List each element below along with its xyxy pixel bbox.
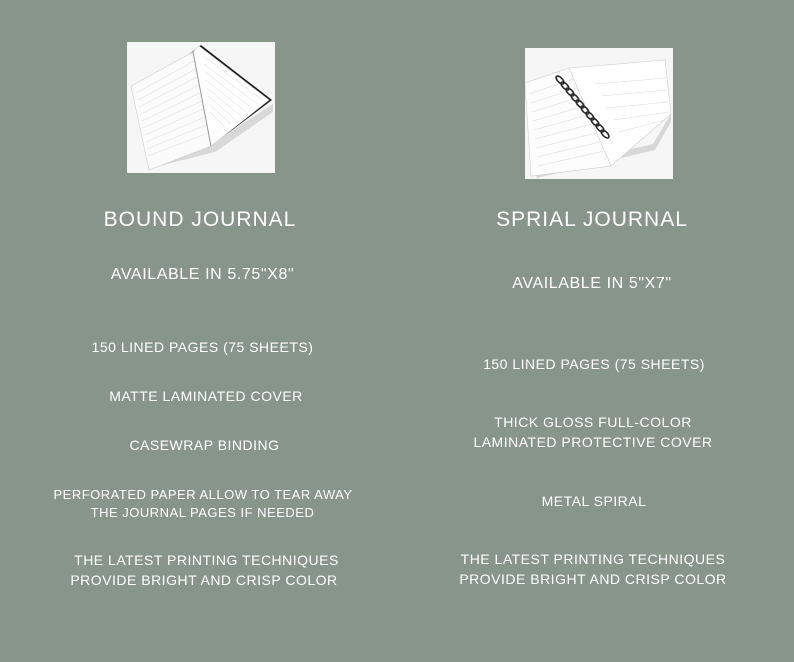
- spiral-feature-cover-line2: LAMINATED PROTECTIVE COVER: [473, 434, 713, 450]
- spiral-journal-image: [525, 48, 673, 179]
- bound-feature-binding: CASEWRAP BINDING: [129, 437, 280, 453]
- spiral-journal-illustration: [525, 48, 673, 179]
- spiral-journal-title: SPRIAL JOURNAL: [496, 208, 688, 231]
- bound-journal-title: BOUND JOURNAL: [103, 208, 297, 231]
- bound-journal-illustration: [127, 42, 275, 173]
- spiral-feature-printing-line1: THE LATEST PRINTING TECHNIQUES: [460, 551, 726, 567]
- spiral-feature-printing-line2: PROVIDE BRIGHT AND CRISP COLOR: [459, 571, 727, 587]
- bound-feature-perforated-line2: THE JOURNAL PAGES IF NEEDED: [90, 505, 315, 520]
- bound-feature-perforated-line1: PERFORATED PAPER ALLOW TO TEAR AWAY: [53, 487, 353, 502]
- bound-journal-image: [127, 42, 275, 173]
- spiral-journal-availability: AVAILABLE IN 5"X7": [512, 275, 672, 292]
- bound-feature-pages: 150 LINED PAGES (75 SHEETS): [91, 339, 314, 355]
- spiral-feature-cover-line1: THICK GLOSS FULL-COLOR: [494, 414, 692, 430]
- bound-journal-availability: AVAILABLE IN 5.75"X8": [110, 266, 295, 283]
- spiral-feature-pages: 150 LINED PAGES (75 SHEETS): [483, 356, 705, 372]
- spiral-feature-spiral: METAL SPIRAL: [541, 493, 647, 509]
- bound-feature-printing-line1: THE LATEST PRINTING TECHNIQUES: [74, 552, 339, 568]
- bound-feature-printing-line2: PROVIDE BRIGHT AND CRISP COLOR: [70, 572, 338, 588]
- bound-feature-cover: MATTE LAMINATED COVER: [109, 388, 303, 404]
